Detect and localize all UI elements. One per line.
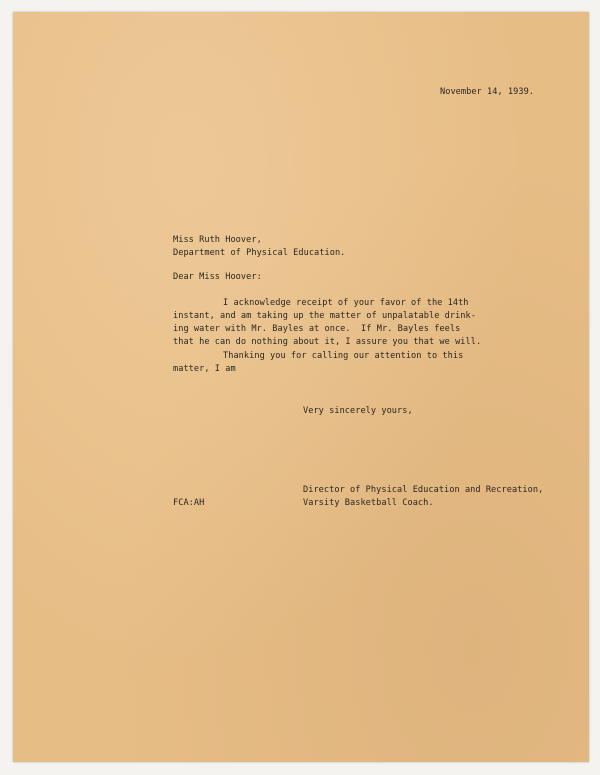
body-line: I acknowledge receipt of your favor of the 14th: [223, 298, 469, 308]
body-line: matter, I am: [173, 364, 236, 374]
signature-title-line: Director of Physical Education and Recreation,: [303, 485, 544, 495]
letter-date: November 14, 1939.: [440, 87, 535, 97]
complimentary-closing: Very sincerely yours,: [303, 406, 413, 416]
recipient-department: Department of Physical Education.: [173, 248, 346, 258]
salutation: Dear Miss Hoover:: [173, 272, 262, 282]
body-line: that he can do nothing about it, I assure you that we will.: [173, 337, 482, 347]
letter-paper: [13, 12, 589, 762]
body-line: Thanking you for calling our attention to this: [223, 351, 464, 361]
body-line: instant, and am taking up the matter of unpalatable drink-: [173, 311, 476, 321]
body-line: ing water with Mr. Bayles at once. If Mr. Bayles feels: [173, 324, 461, 334]
reference-initials: FCA:AH: [173, 498, 205, 508]
recipient-name: Miss Ruth Hoover,: [173, 235, 262, 245]
signature-title-line: Varsity Basketball Coach.: [303, 498, 434, 508]
